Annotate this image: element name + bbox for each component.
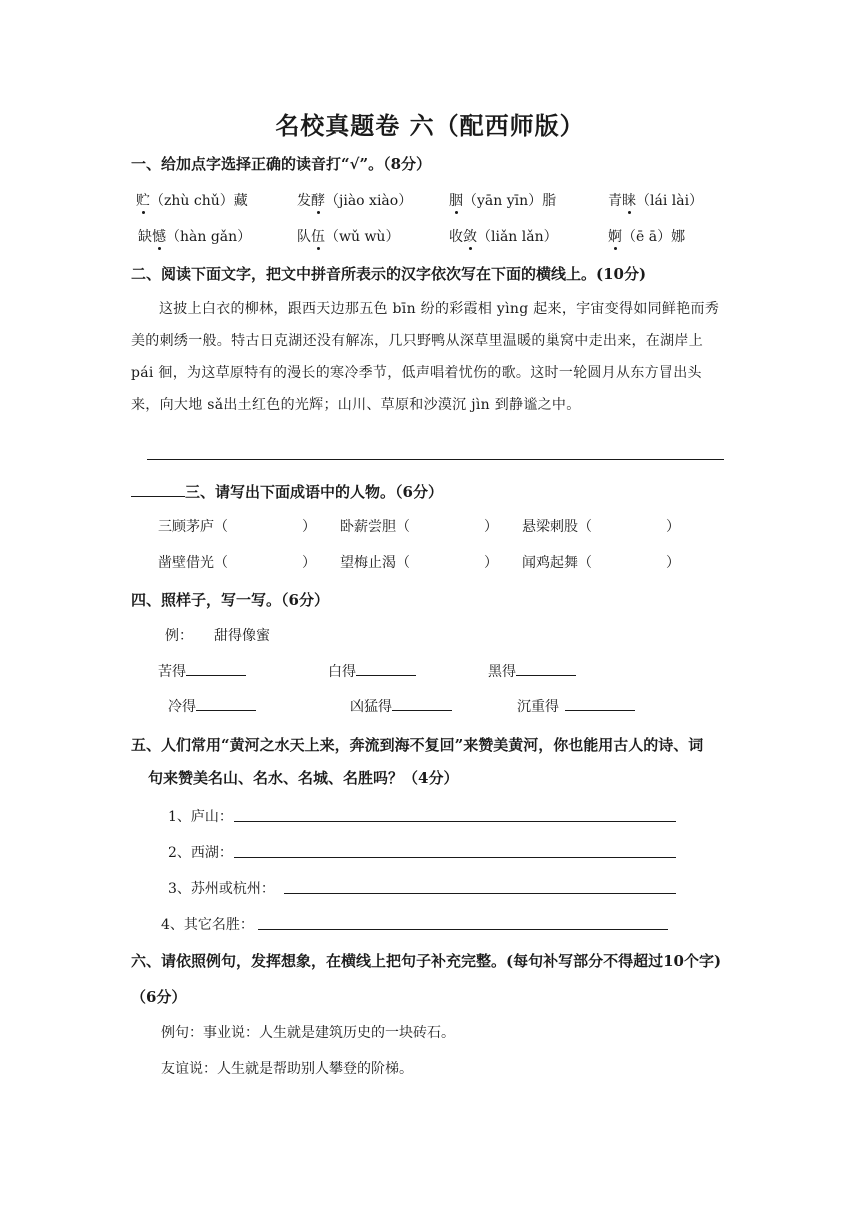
q4-example: 例： 甜得像蜜 bbox=[165, 628, 270, 644]
q4-heading: 四、照样子，写一写。（6分） bbox=[131, 591, 329, 609]
q1-item-7: 收敛（liǎn lǎn） bbox=[449, 226, 558, 246]
q4-item-3: 黑得 bbox=[488, 661, 576, 681]
q6-heading-line2: （6分） bbox=[131, 988, 187, 1006]
answer-line[interactable] bbox=[147, 459, 724, 460]
dotted-char: 婀 bbox=[608, 226, 622, 246]
dotted-char: 敛 bbox=[463, 226, 477, 246]
q1-item-6: 队伍（wǔ wù） bbox=[297, 226, 399, 246]
q3-item-5: 望梅止渴（ bbox=[340, 555, 410, 571]
q1-item-1: 贮（zhù chǔ）藏 bbox=[136, 190, 248, 210]
answer-blank[interactable] bbox=[392, 696, 452, 711]
q3-item-1: 三顾茅庐（ bbox=[158, 519, 228, 535]
q3-item-3-close: ） bbox=[666, 519, 680, 535]
answer-line[interactable] bbox=[284, 893, 676, 894]
q3-item-4-close: ） bbox=[302, 555, 316, 571]
answer-blank[interactable] bbox=[356, 661, 416, 676]
q3-item-1-close: ） bbox=[302, 519, 316, 535]
page-title: 名校真题卷 六（配西师版） bbox=[275, 111, 585, 140]
q3-item-2-close: ） bbox=[484, 519, 498, 535]
q3-item-3: 悬梁刺股（ bbox=[522, 519, 592, 535]
answer-line[interactable] bbox=[258, 929, 668, 930]
q3-item-5-close: ） bbox=[484, 555, 498, 571]
q3-item-4: 凿壁借光（ bbox=[158, 555, 228, 571]
dotted-char: 贮 bbox=[136, 190, 150, 210]
q5-item-3: 3、苏州或杭州： bbox=[168, 881, 275, 897]
q4-item-1: 苦得 bbox=[158, 661, 246, 681]
q1-item-5: 缺憾（hàn gǎn） bbox=[138, 226, 251, 246]
answer-blank[interactable] bbox=[186, 661, 246, 676]
q5-item-1: 1、庐山： bbox=[168, 809, 233, 825]
q1-item-8: 婀（ē ā）娜 bbox=[608, 226, 685, 246]
q1-item-3: 胭（yān yīn）脂 bbox=[449, 190, 556, 210]
q5-heading-line2: 句来赞美名山、名水、名城、名胜吗？（4分） bbox=[148, 769, 459, 787]
score-blank[interactable] bbox=[131, 482, 185, 497]
q1-item-4: 青睐（lái lài） bbox=[608, 190, 703, 210]
answer-line[interactable] bbox=[234, 857, 676, 858]
q5-item-2: 2、西湖： bbox=[168, 845, 233, 861]
dotted-char: 胭 bbox=[449, 190, 463, 210]
q1-heading: 一、给加点字选择正确的读音打“√”。（8分） bbox=[131, 155, 432, 173]
dotted-char: 伍 bbox=[311, 226, 325, 246]
q4-item-6: 沉重得 bbox=[517, 696, 635, 716]
q4-item-2: 白得 bbox=[328, 661, 416, 681]
q3-item-2: 卧薪尝胆（ bbox=[340, 519, 410, 535]
answer-blank[interactable] bbox=[516, 661, 576, 676]
q2-heading: 二、阅读下面文字，把文中拼音所表示的汉字依次写在下面的横线上。(10分) bbox=[131, 265, 647, 283]
q5-heading-line1: 五、人们常用“黄河之水天上来，奔流到海不复回”来赞美黄河，你也能用古人的诗、词 bbox=[131, 736, 704, 754]
q2-paragraph: 这披上白衣的柳林，跟西天边那五色 bīn 纷的彩霞相 yìng 起来，宇宙变得如同鲜艳而秀美的刺绣一般。特古日克湖还没有解冻，几只野鸭从深草里温暖的巢窝中走出来，在湖岸上 pái 徊，为这草原特有的漫长的寒冷季节，低声唱着忧伤的歌。这时一轮圆月从东方冒出头来，向大地 sǎ出土红色的光辉；山川、草原和沙漠沉 jìn 到静谧之中。 bbox=[131, 301, 720, 413]
answer-blank[interactable] bbox=[196, 696, 256, 711]
dotted-char: 憾 bbox=[152, 226, 166, 246]
q3-heading: 三、请写出下面成语中的人物。（6分） bbox=[185, 483, 443, 501]
dotted-char: 睐 bbox=[622, 190, 636, 210]
q4-item-4: 冷得 bbox=[168, 696, 256, 716]
q6-heading-line1: 六、请依照例句，发挥想象，在横线上把句子补充完整。(每句补写部分不得超过10个字) bbox=[131, 952, 722, 970]
q3-item-6-close: ） bbox=[666, 555, 680, 571]
q4-item-5: 凶猛得 bbox=[350, 696, 452, 716]
q6-example: 例句：事业说：人生就是建筑历史的一块砖石。 bbox=[161, 1025, 455, 1041]
q6-line2: 友谊说：人生就是帮助别人攀登的阶梯。 bbox=[161, 1061, 413, 1077]
q3-heading-row bbox=[131, 481, 443, 502]
q1-item-2: 发酵（jiào xiào） bbox=[297, 190, 412, 210]
answer-line[interactable] bbox=[234, 821, 676, 822]
answer-blank[interactable] bbox=[565, 696, 635, 711]
q3-item-6: 闻鸡起舞（ bbox=[522, 555, 592, 571]
q5-item-4: 4、其它名胜： bbox=[161, 917, 254, 933]
dotted-char: 酵 bbox=[311, 190, 325, 210]
